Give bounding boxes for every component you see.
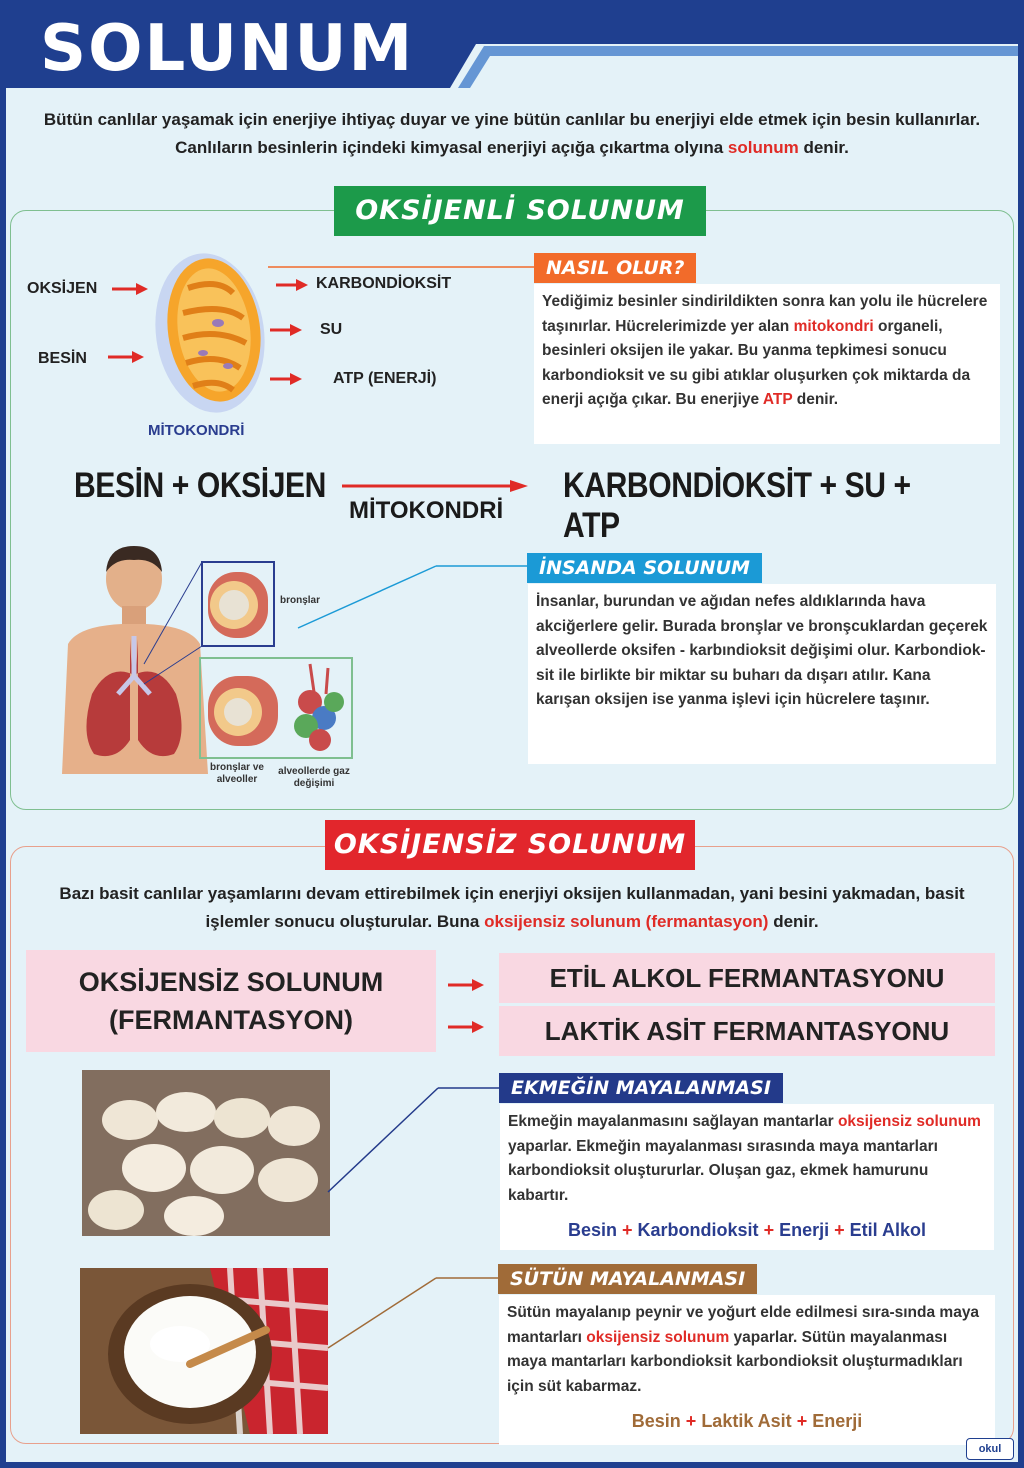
bread-highlight: oksijensiz solunum [837, 1113, 981, 1130]
mitochondria-illustration [148, 248, 273, 418]
formula-term: Laktik Asit [701, 1411, 792, 1431]
aerobic-banner: OKSİJENLİ SOLUNUM [334, 186, 706, 236]
arrow-icon [446, 1020, 486, 1034]
publisher-logo: okul [966, 1438, 1014, 1460]
connector-line [326, 1274, 502, 1350]
milk-text: Sütün mayalanıp peynir ve yoğurt elde edilmesi sıra-sında maya mantarları [507, 1304, 980, 1346]
header [6, 6, 1018, 88]
fermentation-box [26, 950, 436, 1052]
anaerobic-banner: OKSİJENSİZ SOLUNUM [325, 820, 695, 870]
input-food: BESİN [38, 350, 87, 367]
bread-dough-photo [82, 1070, 330, 1236]
formula-term: Karbondioksit [637, 1220, 759, 1240]
output-water: SU [320, 321, 343, 338]
how-highlight-mitochondria: mitokondri [793, 317, 874, 335]
input-oxygen: OKSİJEN [27, 280, 98, 297]
label-bronchi: bronşlar [280, 595, 321, 606]
milk-tag: SÜTÜN MAYALANMASI [498, 1264, 757, 1294]
bread-formula: Besin + Karbondioksit + Enerji + Etil Alkol [567, 1220, 926, 1240]
arrow-icon [274, 278, 310, 292]
output-atp: ATP (ENERJİ) [333, 370, 437, 387]
equation-right: KARBONDİOKSİT + SU + ATP [563, 466, 911, 545]
formula-term: Enerji [812, 1411, 863, 1431]
how-text-2: organeli, besinleri oksijen ile yakar. Bu yanma tepkimesi sonucu karbondioksit ve su gibi atıklar oluşurken çok miktarda da enerji açığa çıkar. Bu enerjiye [542, 317, 971, 408]
ethyl-alcohol-fermentation: ETİL ALKOL FERMANTASYONU [499, 953, 995, 1003]
how-card [534, 284, 1000, 444]
arrow-icon [268, 323, 304, 337]
formula-term: Besin [631, 1411, 681, 1431]
how-text: Yediğimiz besinler sindirildikten sonra kan yolu ile hücrelere taşınırlar. Hücrelerimizde yer alan [542, 293, 988, 335]
formula-term: Etil Alkol [849, 1220, 926, 1240]
anaerobic-intro-end: denir. [768, 912, 819, 931]
page-title: SOLUNUM [40, 12, 415, 86]
connector-line [296, 562, 532, 630]
milk-highlight: oksijensiz solunum [586, 1328, 730, 1346]
lactic-acid-fermentation: LAKTİK ASİT FERMANTASYONU [499, 1006, 995, 1056]
bread-card [500, 1104, 994, 1250]
human-tag: İNSANDA SOLUNUM [527, 553, 762, 583]
intro-text: Bütün canlılar yaşamak için enerjiye ihtiyaç duyar ve yine bütün canlılar bu enerjiyi elde etmek için besin kullanırlar. Canlıların besinlerin içindeki kimyasal enerjiyi açığa çıkartma olyına [43, 110, 981, 157]
human-card: İnsanlar, burundan ve ağıdan nefes aldıklarında hava akciğerlere gelir. Burada bronşlar ve bronşcuklardan geçerek alveollerde oksifen - karbındioksit değişimi olur. Karbondiok-sit ile birlikte bir miktar su buharı da dışarı atılır. Kana karışan oksijen ise yanma işlevi için hücrelere taşınır. [528, 584, 996, 764]
milk-formula: Besin + Laktik Asit + Enerji [631, 1411, 863, 1431]
label-gas-exchange: alveollerde gaz değişimi [278, 766, 350, 789]
anaerobic-intro-highlight: oksijensiz solunum (fermantasyon) [484, 912, 769, 931]
intro-highlight: solunum [727, 138, 799, 157]
anaerobic-intro-text: Bazı basit canlılar yaşamlarını devam ettirebilmek için enerjiyi oksijen kullanmadan, yani besini yakmadan, basit işlemler sonucu oluşturular. Buna [59, 884, 965, 931]
mitochondria-label: MİTOKONDRİ [148, 422, 245, 439]
connector-line [268, 262, 538, 272]
bread-text-2: yaparlar. Ekmeğin mayalanması sırasında maya mantarları karbondioksit oluştururlar. Oluşan gaz, ekmek hamurunu kabartır. [508, 1137, 938, 1204]
milk-card [499, 1295, 995, 1445]
bread-tag: EKMEĞİN MAYALANMASI [499, 1073, 783, 1103]
equation-arrow-icon [340, 478, 530, 494]
fermentation-title: OKSİJENSİZ SOLUNUM [78, 967, 384, 997]
connector-line [326, 1084, 502, 1194]
anaerobic-intro [40, 880, 984, 936]
arrow-icon [446, 978, 486, 992]
yogurt-photo [80, 1268, 328, 1434]
how-text-3: denir. [792, 391, 839, 408]
equation-arrow-label: MİTOKONDRİ [349, 497, 504, 524]
arrow-icon [106, 350, 146, 364]
arrow-icon [110, 282, 150, 296]
intro-paragraph [20, 106, 1004, 162]
formula-term: Besin [567, 1220, 618, 1240]
fermentation-subtitle: (FERMANTASYON) [109, 1005, 353, 1035]
arrow-icon [268, 372, 304, 386]
intro-text-end: denir. [798, 138, 849, 157]
how-tag: NASIL OLUR? [534, 253, 696, 283]
milk-text-2: yaparlar. Sütün mayalanması maya mantarları karbondioksit karbondioksit oluşturmadıkları için süt kabarmaz. [507, 1328, 963, 1395]
output-co2: KARBONDİOKSİT [316, 275, 452, 292]
formula-term: Enerji [779, 1220, 830, 1240]
how-highlight-atp: ATP [762, 391, 793, 408]
label-bronchi-alveoli: bronşlar ve alveoller [210, 762, 264, 785]
equation-left: BESİN + OKSİJEN [74, 466, 326, 505]
bread-text: Ekmeğin mayalanmasını sağlayan mantarlar [508, 1113, 838, 1130]
